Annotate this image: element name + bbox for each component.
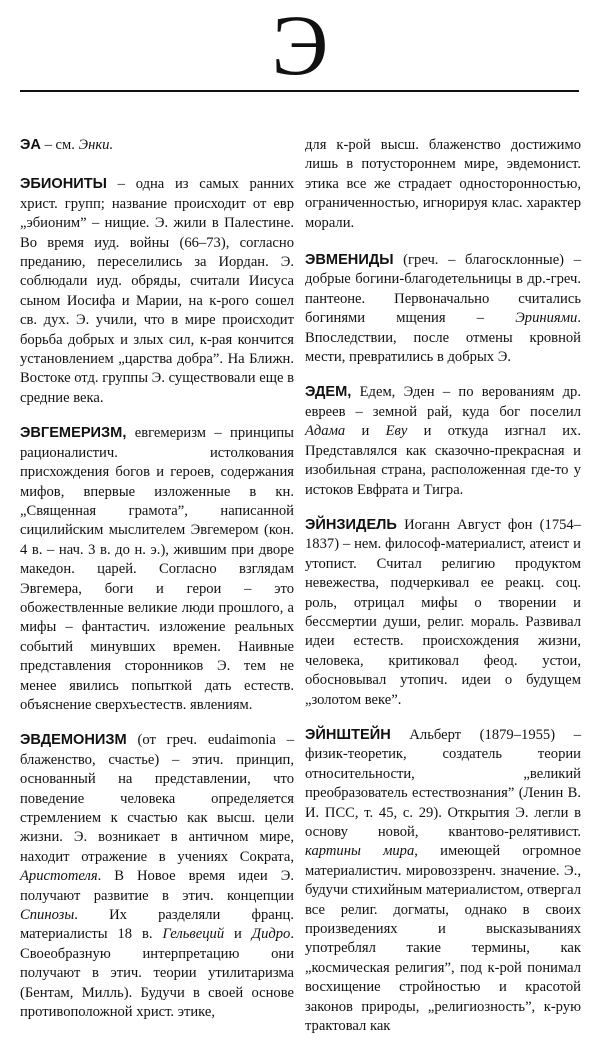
headword: ЭА bbox=[20, 137, 41, 153]
headword: ЭБИОНИТЫ bbox=[20, 176, 107, 193]
cross-reference: Еву bbox=[385, 423, 408, 440]
cross-reference: Аристотеля bbox=[20, 868, 98, 885]
entry-evmenidy bbox=[305, 251, 581, 367]
entry-text: – принципы рационалистич. истолкования присхождения богов и героев, содержания мифов, впервые изложенные в кн. „Священная грамота”, написанной сицилийским мыслителем Эвгемером (кон. 4 в. – нач. 3 в. до н. э.), жившим при дворе македон. царей. Согласно взглядам Эвгемера, боги и герои – это обожествленные великие люди прошлого, а мифы – фантастич. изложение реальных событий минувших времен. Наивные представления сторонников Э. тем не менее явились попыткой дать естеств. объяснение сверхъестеств. явлениям. bbox=[20, 425, 294, 713]
entry-text: . В Новое время идеи Э. получают развитие в этич. концепции bbox=[20, 868, 294, 904]
cross-reference: Гельвеций bbox=[162, 926, 225, 943]
entry-text: , имеющей огромное материалистич. мировоззренч. значение. Э., будучи стихийным материалистом, отвергал все религ. догматы, однако в своих произведениях и высказываниях употреблял такие термины, как „космическая религия”, под к-рой понимал восхищение стройностью и красотой законов природы, „религиозность”, к-рую трактовал как bbox=[305, 843, 581, 1035]
headword: ЭЙНЗИДЕЛЬ bbox=[305, 516, 397, 533]
entry-edem bbox=[305, 383, 581, 499]
entry-text: и откуда изгнал их. Представлялся как сказочно-прекрасная и изобильная страна, расположенная где-то у истоков Евфрата и Тигра. bbox=[305, 423, 581, 498]
left-column bbox=[20, 136, 294, 1038]
entry-evdemonizm-continued bbox=[305, 136, 581, 233]
entry-text: (греч. – благосклонные) – добрые богини-благодетельницы в др.-греч. пантеоне. Первоначально считались богинями мщения – bbox=[305, 252, 581, 327]
entry-text: для к-рой высш. блаженство достижимо лишь в потустороннем мире, эвдемонист. этика все же страдает односторонностью, ограниченностью, игнорируя клас. характер морали. bbox=[305, 137, 581, 231]
headword: ЭДЕМ, bbox=[305, 384, 352, 401]
headword-variant: Едем, Эден bbox=[351, 384, 435, 401]
entry-eynzidel bbox=[305, 516, 581, 710]
entry-text: . Своеобразную интерпретацию они получают в этич. теории утилитаризма (Бентам, Милль). Будучи в своей основе противоположной христ. этике, bbox=[20, 926, 294, 1021]
headword-variant: евгемеризм bbox=[126, 425, 207, 442]
entry-text: . Впоследствии, после отмены кровной мести, превратились в добрых Э. bbox=[305, 310, 581, 366]
cross-reference: Дидро bbox=[251, 926, 291, 943]
entry-text: и bbox=[345, 423, 386, 440]
headword-variant: Иоганн Август фон bbox=[396, 516, 533, 533]
entry-eynshteyn bbox=[305, 726, 581, 1037]
cross-reference: Энки. bbox=[78, 137, 114, 153]
entry-text: – по верованиям др. евреев – земной рай, куда бог поселил bbox=[305, 384, 581, 420]
entry-text: (1754–1837) – нем. философ-материалист, атеист и утопист. Считал религию продуктом невежества, подчеркивал ее реакц. соц. роль, отрицал мифы о творении и бессмертии души, религ. мораль. Развивал идеи естеств. происхождения жизни, человека, критиковал феод. устои, обосновывал утопич. идеи о будущем „золотом веке”. bbox=[305, 516, 582, 708]
cross-reference: Спинозы bbox=[20, 907, 75, 924]
section-letter: Э bbox=[271, 0, 329, 93]
headword: ЭВДЕМОНИЗМ bbox=[20, 732, 127, 749]
entry-ebionity bbox=[20, 175, 294, 408]
headword: ЭВМЕНИДЫ bbox=[305, 252, 394, 269]
right-column bbox=[305, 136, 581, 1052]
headword: ЭВГЕМЕРИЗМ, bbox=[20, 425, 127, 442]
header-rule bbox=[20, 90, 579, 92]
entry-text: и bbox=[224, 926, 252, 943]
entry-text: (от греч. eudaimonia – блаженство, счастье) – этич. принцип, основанный на представлении, что поведение человека определяется стремлением к счастью как высш. цели жизни. Э. возникает в античном мире, находит отражение в учениях Сократа, bbox=[20, 732, 294, 865]
entry-text: . Их разделяли франц. материалисты 18 в. bbox=[20, 907, 294, 943]
cross-reference: картины мира bbox=[305, 843, 415, 860]
entry-evgemerizm bbox=[20, 424, 294, 715]
entry-text: – см. bbox=[40, 137, 79, 153]
entry-text: (1879–1955) – физик-теоретик, создатель теории относительности, „великий преобразователь естествознания” (Ленин В. И. ПСС, т. 45, с. 29). Открытия Э. легли в основу новой, квантово-релятивист. bbox=[305, 726, 581, 840]
entry-ea bbox=[20, 136, 294, 155]
headword-variant: Альберт bbox=[390, 726, 462, 743]
entry-evdemonizm bbox=[20, 731, 294, 1022]
headword: ЭЙНШТЕЙН bbox=[305, 726, 391, 743]
entry-text: – одна из самых ранних христ. групп; название происходит от евр „эбионим” – нищие. Э. жили в Палестине. Во время иуд. войны (66–73), согласно преданию, переселились за Иордан. Э. соблюдали иуд. обряды, считали Иисуса сыном Иосифа и Марии, на к-рого сошел св. дух. Э. учили, что в мире происходит борьба добрых и злых сил, к-рая кончится установлением „царства добра”. На Ближн. Востоке отд. группы Э. существовали еще в средние века. bbox=[20, 176, 294, 406]
cross-reference: Эриниями bbox=[515, 310, 578, 327]
cross-reference: Адама bbox=[305, 423, 346, 440]
